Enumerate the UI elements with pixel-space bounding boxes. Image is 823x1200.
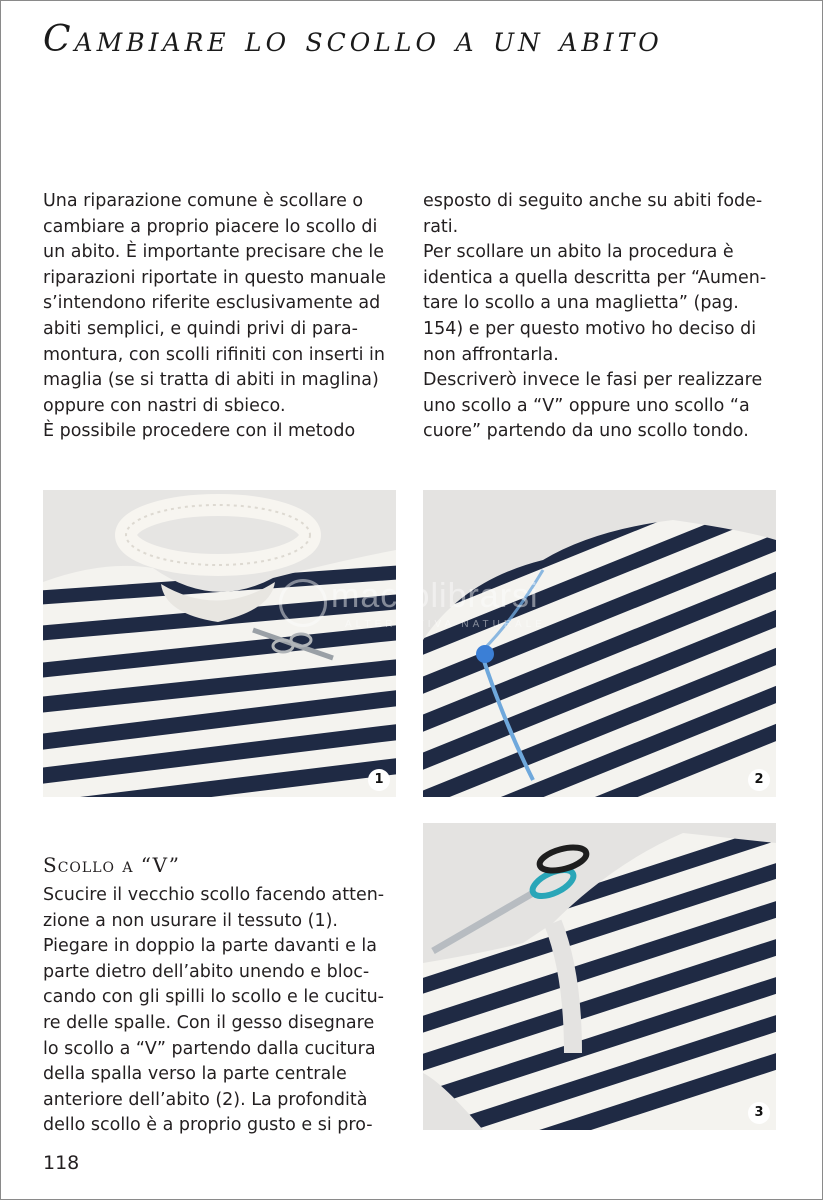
text-line: identica a quella descritta per “Aumen- bbox=[423, 267, 767, 288]
text-line: Scucire il vecchio scollo facendo atten- bbox=[43, 885, 385, 905]
text-line: Piegare in doppio la parte davanti e la bbox=[43, 936, 378, 957]
text-line: zione a non usurare il tessuto (1). bbox=[43, 910, 338, 931]
text-line: s’intendono riferite esclusivamente ad bbox=[43, 293, 381, 314]
section-heading: Scollo a “V” bbox=[43, 853, 180, 877]
text-line: dello scollo è a proprio gusto e si pro- bbox=[43, 1115, 373, 1136]
page-title: Cambiare lo scollo a un abito bbox=[43, 19, 663, 60]
text-line: cuore” partendo da uno scollo tondo. bbox=[423, 421, 749, 442]
text-line: della spalla verso la parte centrale bbox=[43, 1064, 347, 1085]
section-body bbox=[43, 883, 408, 1139]
text-line: uno scollo a “V” oppure uno scollo “a bbox=[423, 395, 750, 416]
text-line: È possibile procedere con il metodo bbox=[43, 421, 356, 442]
text-line: tare lo scollo a una maglietta” (pag. bbox=[423, 293, 739, 314]
watermark-tagline: ALTERNATIVA NATURALE bbox=[345, 619, 546, 630]
pin-icon bbox=[476, 645, 494, 663]
text-line: lo scollo a “V” partendo dalla cucitura bbox=[43, 1038, 376, 1059]
watermark-logo-icon bbox=[279, 579, 327, 627]
photo-step-3 bbox=[423, 823, 776, 1130]
watermark-name: macrolibrarsi bbox=[331, 577, 539, 615]
text-line: montura, con scolli rifiniti con inserti in bbox=[43, 344, 385, 365]
photo-number-badge: 1 bbox=[368, 769, 390, 791]
photo-step-1 bbox=[43, 490, 396, 797]
text-line: non affrontarla. bbox=[423, 344, 559, 365]
text-line: Una riparazione comune è scollare o bbox=[43, 191, 364, 211]
text-line: cando con gli spilli lo scollo e le cucitu- bbox=[43, 987, 384, 1008]
right-text-column bbox=[423, 189, 788, 445]
photo-number-badge: 2 bbox=[748, 769, 770, 791]
text-line: rati. bbox=[423, 216, 459, 237]
page-number: 118 bbox=[43, 1152, 80, 1174]
text-line: parte dietro dell’abito unendo e bloc- bbox=[43, 961, 370, 982]
text-line: maglia (se si tratta di abiti in maglina) bbox=[43, 370, 379, 391]
text-line: esposto di seguito anche su abiti fode- bbox=[423, 191, 763, 211]
text-line: riparazioni riportate in questo manuale bbox=[43, 267, 386, 288]
text-line: oppure con nastri di sbieco. bbox=[43, 395, 286, 416]
text-line: un abito. È importante precisare che le bbox=[43, 242, 385, 263]
text-line: 154) e per questo motivo ho deciso di bbox=[423, 318, 757, 339]
text-line: Descriverò invece le fasi per realizzare bbox=[423, 370, 763, 391]
watermark bbox=[271, 571, 591, 641]
text-line: Per scollare un abito la procedura è bbox=[423, 242, 734, 263]
photo-step-2 bbox=[423, 490, 776, 797]
left-text-column bbox=[43, 189, 408, 445]
text-line: re delle spalle. Con il gesso disegnare bbox=[43, 1012, 375, 1033]
text-line: abiti semplici, e quindi privi di para- bbox=[43, 318, 358, 339]
text-line: cambiare a proprio piacere lo scollo di bbox=[43, 216, 378, 237]
photo-number-badge: 3 bbox=[748, 1102, 770, 1124]
text-line: anteriore dell’abito (2). La profondità bbox=[43, 1089, 368, 1110]
